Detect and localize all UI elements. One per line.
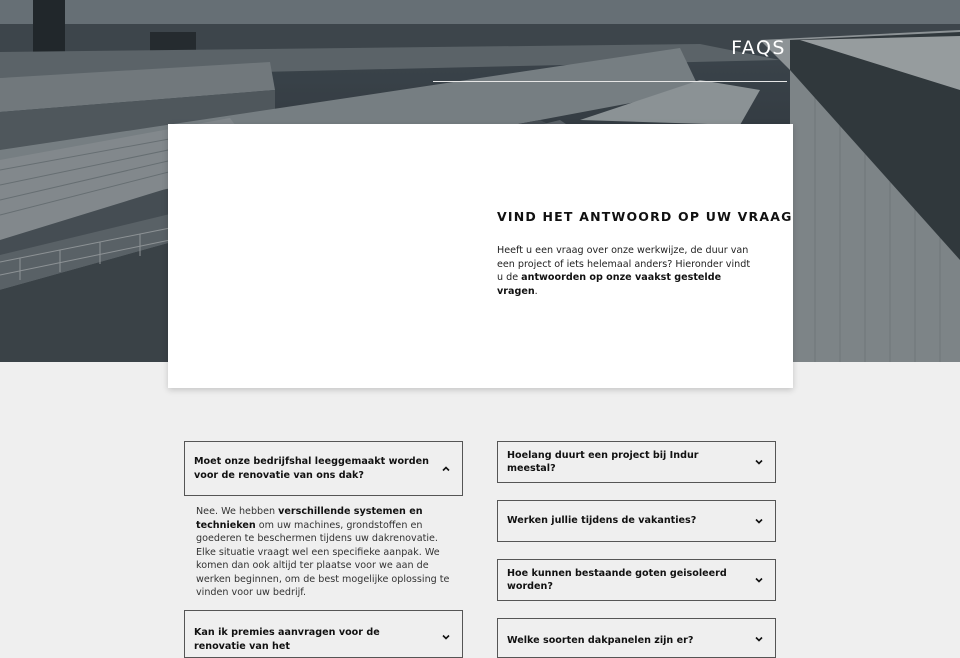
faq-question: Hoelang duurt een project bij Indur meestal? — [507, 449, 699, 474]
faq-item-premiums[interactable] — [184, 610, 463, 658]
faq-question: Welke soorten dakpanelen zijn er? — [507, 635, 694, 646]
chevron-down-icon — [441, 632, 451, 642]
chevron-down-icon — [754, 575, 764, 585]
faq-item-project-duration[interactable] — [497, 441, 776, 483]
page-title: FAQS — [731, 37, 786, 59]
intro-heading: VIND HET ANTWOORD OP UW VRAAG — [497, 209, 793, 224]
faq-question: Moet onze bedrijfshal leeggemaakt worden voor de renovatie van ons dak? — [194, 456, 429, 481]
intro-bold-text: antwoorden op onze vaakst gestelde vragen — [497, 272, 722, 297]
faq-answer: Nee. We hebben verschillende systemen en technieken om uw machines, grondstoffen en goederen te beschermen tijdens uw dakrenovatie. Elke situatie vraagt wel een specifieke aanpak. We komen dan ook altijd ter plaatse voor we aan de werken beginnen, om de best mogelijke oplossing te vinden voor uw bedrijf. — [196, 506, 450, 598]
faq-item-roof-panels[interactable] — [497, 618, 776, 658]
faq-item-holidays[interactable] — [497, 500, 776, 542]
intro-card — [168, 124, 793, 388]
chevron-down-icon — [754, 634, 764, 644]
faq-item-gutters[interactable] — [497, 559, 776, 601]
faq-item-empty-hall[interactable] — [184, 441, 463, 496]
intro-text: Heeft u een vraag over onze werkwijze, de duur van een project of iets helemaal anders? Hieronder vindt u de antwoorden op onze vaakst gestelde vragen. — [497, 245, 751, 297]
faq-question: Werken jullie tijdens de vakanties? — [507, 515, 697, 527]
faq-question: Kan ik premies aanvragen voor de renovatie van het — [194, 627, 380, 652]
chevron-down-icon — [754, 457, 764, 467]
chevron-up-icon — [441, 464, 451, 474]
chevron-down-icon — [754, 516, 764, 526]
faq-question: Hoe kunnen bestaande goten geisoleerd worden? — [507, 567, 727, 592]
title-underline — [433, 81, 787, 82]
